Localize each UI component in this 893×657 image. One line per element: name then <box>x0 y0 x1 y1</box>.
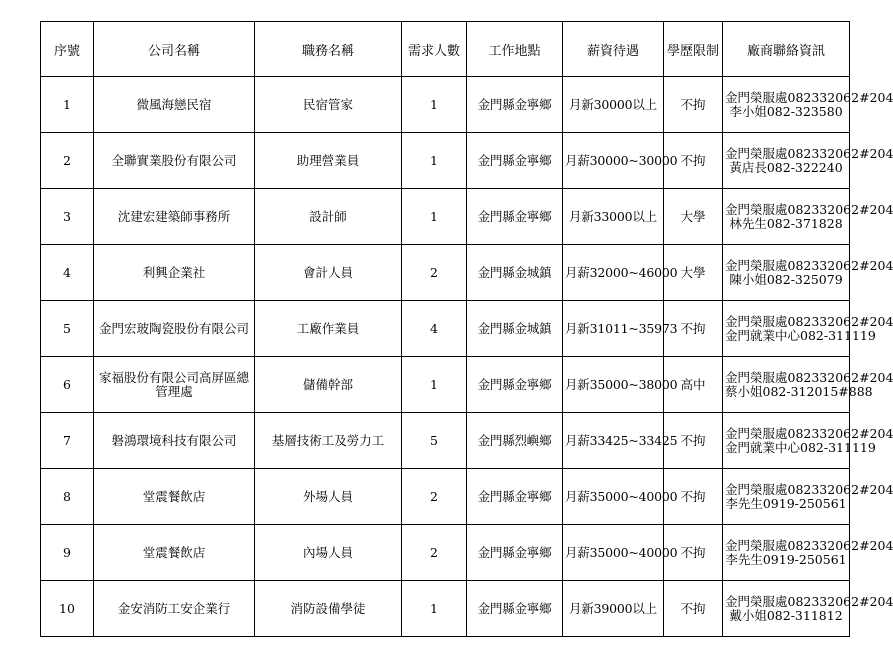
cell-job-title: 外場人員 <box>255 469 402 525</box>
table-row <box>41 469 850 525</box>
cell-work-location: 金門縣金寧鄉 <box>467 133 563 189</box>
cell-contact-info <box>723 357 893 413</box>
contact-person-line: 李先生0919-250561 <box>725 495 847 511</box>
cell-salary: 月新39000以上 <box>563 581 664 637</box>
cell-job-title: 會計人員 <box>255 245 402 301</box>
cell-headcount: 2 <box>402 245 467 301</box>
cell-contact-info <box>723 413 893 469</box>
contact-office-line: 金門榮服處082332062#204 <box>725 257 893 273</box>
cell-job-title: 工廠作業員 <box>255 301 402 357</box>
cell-job-title: 設計師 <box>255 189 402 245</box>
cell-contact-info <box>723 581 893 637</box>
cell-serial-number: 10 <box>41 581 94 637</box>
header-contact-info: 廠商聯絡資訊 <box>723 22 850 77</box>
contact-office-line: 金門榮服處082332062#204 <box>725 201 893 217</box>
table-row <box>41 77 850 133</box>
cell-salary: 月薪35000~40000 <box>563 469 664 525</box>
cell-headcount: 2 <box>402 525 467 581</box>
cell-education: 不拘 <box>664 581 723 637</box>
cell-serial-number: 7 <box>41 413 94 469</box>
cell-education: 大學 <box>664 189 723 245</box>
cell-education: 不拘 <box>664 469 723 525</box>
contact-office-line: 金門榮服處082332062#204 <box>725 593 893 609</box>
cell-job-title: 消防設備學徒 <box>255 581 402 637</box>
contact-person-line: 戴小姐082-311812 <box>729 607 843 623</box>
cell-work-location: 金門縣金寧鄉 <box>467 189 563 245</box>
cell-salary: 月薪35000~40000 <box>563 525 664 581</box>
table-row <box>41 189 850 245</box>
table-body <box>41 77 893 637</box>
header-salary: 薪資待遇 <box>563 22 664 77</box>
table-row <box>41 413 850 469</box>
cell-work-location: 金門縣金城鎮 <box>467 245 563 301</box>
cell-job-title: 儲備幹部 <box>255 357 402 413</box>
table-row <box>41 581 850 637</box>
contact-person-line: 林先生082-371828 <box>729 215 843 231</box>
table-header-row <box>41 22 850 77</box>
cell-company-name: 利興企業社 <box>94 245 255 301</box>
cell-salary: 月薪30000~30000 <box>563 133 664 189</box>
cell-salary: 月新30000以上 <box>563 77 664 133</box>
cell-salary: 月薪32000~46000 <box>563 245 664 301</box>
cell-serial-number: 8 <box>41 469 94 525</box>
job-listing-table <box>40 21 893 637</box>
contact-person-line: 蔡小姐082-312015#888 <box>725 383 873 399</box>
cell-salary: 月新35000~38000 <box>563 357 664 413</box>
contact-person-line: 李先生0919-250561 <box>725 551 847 567</box>
contact-office-line: 金門榮服處082332062#204 <box>725 145 893 161</box>
cell-company-name: 堂震餐飲店 <box>94 469 255 525</box>
cell-education: 不拘 <box>664 77 723 133</box>
cell-contact-info <box>723 189 893 245</box>
cell-headcount: 4 <box>402 301 467 357</box>
cell-serial-number: 6 <box>41 357 94 413</box>
cell-serial-number: 5 <box>41 301 94 357</box>
cell-headcount: 1 <box>402 357 467 413</box>
cell-serial-number: 3 <box>41 189 94 245</box>
cell-salary: 月新33000以上 <box>563 189 664 245</box>
cell-job-title: 民宿管家 <box>255 77 402 133</box>
cell-company-name: 磐鴻環境科技有限公司 <box>94 413 255 469</box>
cell-headcount: 5 <box>402 413 467 469</box>
contact-office-line: 金門榮服處082332062#204 <box>725 89 893 105</box>
contact-person-line: 李小姐082-323580 <box>729 103 843 119</box>
contact-office-line: 金門榮服處082332062#204 <box>725 313 893 329</box>
cell-contact-info <box>723 525 893 581</box>
cell-education: 不拘 <box>664 525 723 581</box>
contact-office-line: 金門榮服處082332062#204 <box>725 537 893 553</box>
header-education: 學歷限制 <box>664 22 723 77</box>
cell-job-title: 基層技術工及勞力工 <box>255 413 402 469</box>
cell-work-location: 金門縣金寧鄉 <box>467 469 563 525</box>
header-job-title: 職務名稱 <box>255 22 402 77</box>
table-row <box>41 245 850 301</box>
cell-company-name: 家福股份有限公司高屏區總管理處 <box>94 357 255 413</box>
contact-person-line: 金門就業中心082-311119 <box>725 327 876 343</box>
cell-serial-number: 2 <box>41 133 94 189</box>
contact-office-line: 金門榮服處082332062#204 <box>725 425 893 441</box>
cell-headcount: 1 <box>402 133 467 189</box>
cell-education: 不拘 <box>664 413 723 469</box>
table-row <box>41 525 850 581</box>
cell-education: 不拘 <box>664 301 723 357</box>
cell-job-title: 助理營業員 <box>255 133 402 189</box>
cell-company-name: 沈建宏建築師事務所 <box>94 189 255 245</box>
cell-contact-info <box>723 469 893 525</box>
table-row <box>41 133 850 189</box>
cell-headcount: 1 <box>402 581 467 637</box>
table-row <box>41 301 850 357</box>
contact-person-line: 陳小姐082-325079 <box>729 271 843 287</box>
header-work-location: 工作地點 <box>467 22 563 77</box>
cell-headcount: 1 <box>402 77 467 133</box>
cell-headcount: 1 <box>402 189 467 245</box>
cell-work-location: 金門縣金寧鄉 <box>467 357 563 413</box>
cell-work-location: 金門縣烈嶼鄉 <box>467 413 563 469</box>
cell-company-name: 堂震餐飲店 <box>94 525 255 581</box>
cell-company-name: 金門宏玻陶瓷股份有限公司 <box>94 301 255 357</box>
cell-education: 大學 <box>664 245 723 301</box>
cell-salary: 月新31011~35973 <box>563 301 664 357</box>
header-headcount: 需求人數 <box>402 22 467 77</box>
cell-company-name: 微風海戀民宿 <box>94 77 255 133</box>
cell-work-location: 金門縣金寧鄉 <box>467 581 563 637</box>
header-serial-number: 序號 <box>41 22 94 77</box>
cell-work-location: 金門縣金城鎮 <box>467 301 563 357</box>
cell-contact-info <box>723 133 893 189</box>
cell-headcount: 2 <box>402 469 467 525</box>
cell-work-location: 金門縣金寧鄉 <box>467 77 563 133</box>
cell-salary: 月薪33425~33425 <box>563 413 664 469</box>
contact-person-line: 黃店長082-322240 <box>729 159 843 175</box>
contact-person-line: 金門就業中心082-311119 <box>725 439 876 455</box>
cell-job-title: 內場人員 <box>255 525 402 581</box>
contact-office-line: 金門榮服處082332062#204 <box>725 481 893 497</box>
contact-office-line: 金門榮服處082332062#204 <box>725 369 893 385</box>
cell-work-location: 金門縣金寧鄉 <box>467 525 563 581</box>
cell-company-name: 全聯實業股份有限公司 <box>94 133 255 189</box>
cell-contact-info <box>723 245 893 301</box>
cell-education: 不拘 <box>664 133 723 189</box>
cell-contact-info <box>723 77 893 133</box>
cell-serial-number: 1 <box>41 77 94 133</box>
cell-company-name: 金安消防工安企業行 <box>94 581 255 637</box>
cell-serial-number: 9 <box>41 525 94 581</box>
cell-education: 高中 <box>664 357 723 413</box>
header-company-name: 公司名稱 <box>94 22 255 77</box>
cell-serial-number: 4 <box>41 245 94 301</box>
cell-contact-info <box>723 301 893 357</box>
table-row <box>41 357 850 413</box>
